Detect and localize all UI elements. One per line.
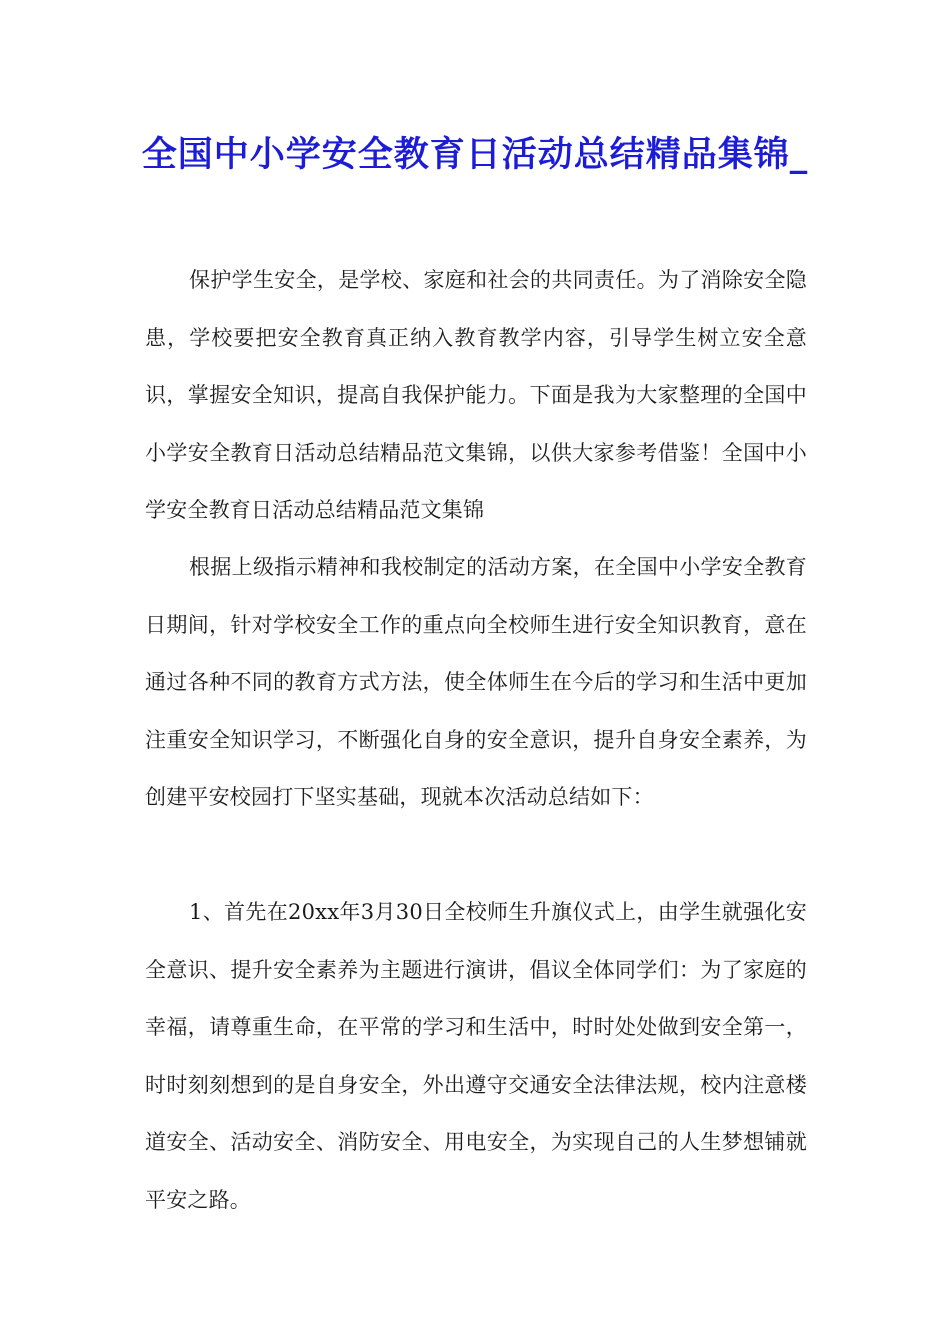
document-title: 全国中小学安全教育日活动总结精品集锦_ (141, 135, 809, 175)
paragraph-background: 根据上级指示精神和我校制定的活动方案，在全国中小学安全教育日期间，针对学校安全工作的重点向全校师生进行安全知识教育，意在通过各种不同的教育方式方法，使全体师生在今后的学习和生活中更加注重安全知识学习，不断强化自身的安全意识，提升自身安全素养，为创建平安校园打下坚实基础，现就本次活动总结如下： (145, 555, 807, 810)
paragraph-intro: 保护学生安全，是学校、家庭和社会的共同责任。为了消除安全隐患，学校要把安全教育真正纳入教育教学内容，引导学生树立安全意识，掌握安全知识，提高自我保护能力。下面是我为大家整理的全国中小学安全教育日活动总结精品范文集锦，以供大家参考借鉴！全国中小学安全教育日活动总结精品范文集锦 (145, 268, 807, 523)
paragraph-item-1: 1、首先在20xx年3月30日全校师生升旗仪式上，由学生就强化安全意识、提升安全素养为主题进行演讲，倡议全体同学们：为了家庭的幸福，请尊重生命，在平常的学习和生活中，时时处处做到安全第一，时时刻刻想到的是自身安全，外出遵守交通安全法律法规，校内注意楼道安全、活动安全、消防安全、用电安全，为实现自己的人生梦想铺就平安之路。 (145, 900, 807, 1212)
